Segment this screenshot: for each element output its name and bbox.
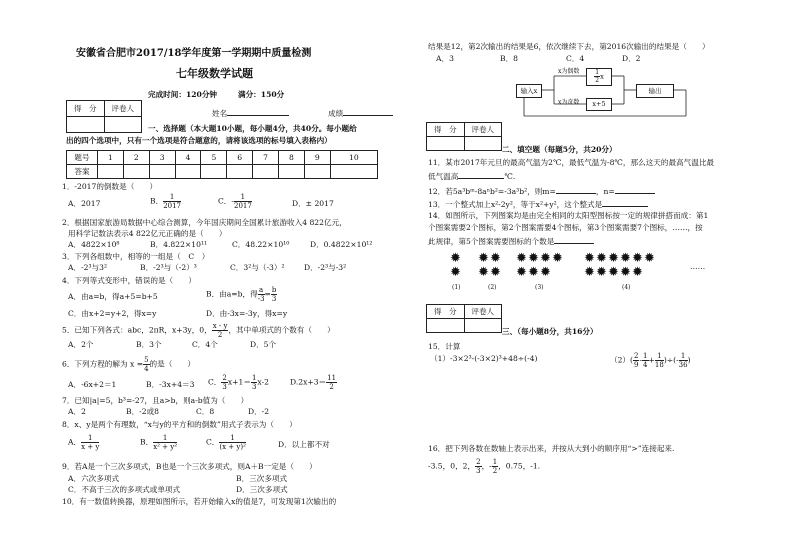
answer-cell-4[interactable] (175, 165, 201, 179)
grade-blank[interactable] (343, 107, 393, 116)
sun-icon: ✹ (632, 265, 643, 280)
flow-plus5-box: x+5 (586, 98, 612, 111)
score-box-section2 (426, 122, 502, 151)
q14-line2: 个图案需要2个图标，第2个图案需要4个图标，第3个图案需要7个图标，……，按 (428, 223, 703, 232)
answer-table (66, 150, 378, 179)
flow-half-box: $\frac{1}{2}$ x (586, 68, 612, 86)
q14-line1: 14．如图所示，下列图案均是由完全相同的太阳型图标按一定的规律拼搭而成：第1 (428, 211, 709, 220)
q15-stem: 15．计算 (428, 342, 461, 351)
q5-option-a: A．2个 (68, 340, 94, 349)
sun-icon: ✹ (478, 251, 489, 266)
q-num-1: 1 (98, 151, 124, 165)
q5-option-b: B．3个 (136, 340, 162, 349)
q2-stem-line2: 用科学记数法表示4 822亿元正确的是（ ） (68, 229, 227, 238)
q2-stem-line1: 2．根据国家旅游局数据中心综合测算，今年国庆期间全国累计旅游收入4 822亿元， (62, 218, 347, 227)
score-label: 得 分 (427, 123, 465, 137)
sun-icon: ✹ (490, 251, 501, 266)
sun-icon: ✹ (528, 251, 539, 266)
section2-title: 二、填空题（每题5分，共20分） (502, 145, 617, 154)
answer-cell-5[interactable] (201, 165, 227, 179)
q8-option-d: D．以上都不对 (278, 440, 330, 449)
q9-stem: 9．若A是一个三次多项式，B也是一个三次多项式，则A＋B一定是（ ） (62, 462, 317, 471)
q11-blank[interactable] (458, 170, 504, 179)
grader-label: 评卷人 (104, 101, 142, 117)
grader-cell[interactable] (464, 137, 502, 151)
sun-icon: ✹ (596, 265, 607, 280)
q4-option-c: C．由x+2=y+2，得x=y (68, 309, 157, 318)
q8-option-c: C． $\frac{1}{\text{(x + y)²}}$ (206, 434, 246, 451)
q-num-6: 6 (227, 151, 253, 165)
answer-cell-6[interactable] (227, 165, 253, 179)
sun-icon: ✹ (608, 251, 619, 266)
q8-option-a: A． $\frac{1}{x + y}$ (68, 434, 100, 451)
q1-stem: 1．-2017的倒数是（ ） (62, 182, 158, 191)
score-box-section3 (426, 304, 502, 333)
score-label: 得 分 (67, 101, 105, 117)
sun-icon: ✹ (596, 251, 607, 266)
sun-icon: ✹ (552, 251, 563, 266)
q-num-5: 5 (201, 151, 227, 165)
pattern-label-4: (4) (622, 284, 631, 291)
q2-option-c: C．48.22×10¹⁰ (232, 240, 290, 249)
q4-option-d: D．由-3x=-3y，得x=y (206, 309, 288, 318)
grader-cell[interactable] (464, 319, 502, 333)
q7-stem: 7．已知|a|=5，b³=-27，且a>b，则a-b值为（ ） (62, 396, 249, 405)
flow-input-box: 输入x (516, 84, 542, 98)
q2-option-b: B．4.822×10¹¹ (150, 240, 208, 249)
sun-icon: ✹ (540, 251, 551, 266)
answer-cell-8[interactable] (279, 165, 305, 179)
score-cell[interactable] (427, 137, 465, 151)
q3-stem: 3．下列各组数中，相等的一组是（ C ） (62, 252, 210, 261)
q14-blank[interactable] (554, 235, 594, 244)
exam-subtitle: 七年级数学试题 (176, 67, 253, 80)
answer-cell-10[interactable] (330, 165, 377, 179)
pattern-label-2: (2) (488, 284, 497, 291)
q13: 13．一个整式加上x²-2y²，等于x²+y²，这个整式是 (428, 198, 648, 210)
q3-option-c: C．3²与（-3）² (230, 263, 285, 272)
sun-icon: ✹ (450, 251, 461, 266)
q9-option-a: A．六次多项式 (68, 474, 120, 483)
q-num-4: 4 (175, 151, 201, 165)
q4-option-b: B．由a=b，得 $\frac{a}{-3}$ = $\frac{b}{3}$ (206, 286, 277, 303)
exam-score: 满分：150分 (238, 90, 285, 99)
q6-option-a: A．-6x+2＝1 (68, 380, 117, 389)
q10-stem: 10．有一数值转换器，原理如图所示，若开始输入x的值是7，可发现第1次输出的 (62, 497, 337, 506)
sun-icon: ✹ (528, 265, 539, 280)
q10-option-c: C．4 (566, 54, 585, 63)
answer-row-label: 答案 (67, 165, 98, 179)
grader-label: 评卷人 (464, 123, 502, 137)
q16-stem: 16．把下列各数在数轴上表示出来，并按从大到小的顺序用“>”连接起来. (428, 444, 675, 453)
sun-icon: ✹ (584, 251, 595, 266)
q7-option-b: B．-2或8 (126, 407, 159, 416)
q10-option-a: A．3 (436, 54, 454, 63)
name-label: 姓名 (212, 109, 228, 118)
q10-stem-continued: 结果是12，第2次输出的结果是6，依次继续下去，第2016次输出的结果是（ ） (428, 42, 710, 51)
sun-icon: ✹ (478, 265, 489, 280)
q4-stem: 4．下列等式变形中，错误的是（ ） (62, 276, 196, 285)
q3-option-b: B．-2³与（-2）³ (140, 263, 197, 272)
q12: 12．若5a³bᵐ-8aⁿb²=-3a³b²，则m= ，n= (428, 185, 655, 197)
q2-option-a: A．4822×10⁸ (68, 240, 120, 249)
q3-option-a: A．-2³与3² (68, 263, 107, 272)
q12-blank-n[interactable] (615, 185, 655, 194)
section3-title: 三、（每小题8分，共16分） (502, 327, 598, 336)
q15-part2: （2）( $\frac{2}{9}$ - $\frac{1}{4}$ + $\frac{1}{18}$ )÷(- $\frac{1}{36}$ ) (610, 352, 691, 369)
q3-option-d: D．-2³与-3² (304, 263, 347, 272)
q1-option-c: C．- $\frac{1}{2017}$ (218, 193, 252, 210)
score-box-left (66, 100, 142, 133)
grade-field (328, 107, 393, 119)
q11-line2: 低气温高 ℃. (428, 172, 516, 181)
grade-label: 成绩 (328, 109, 344, 118)
answer-table-row-answers (67, 165, 378, 179)
q5-option-c: C．4个 (192, 340, 218, 349)
q6-option-d: D.2x+3＝ $\frac{11}{2}$ (290, 374, 337, 391)
answer-cell-3[interactable] (149, 165, 175, 179)
q6-option-b: B．-3x+4＝3 (146, 380, 195, 389)
q-num-3: 3 (149, 151, 175, 165)
sun-icon: ✹ (540, 265, 551, 280)
q15-part1: （1）-3×2³-(-3×2)³+48÷(-4) (430, 354, 538, 363)
q8-stem: 8．x、y是两个有理数，“x与y的平方和的倒数”用式子表示为（ ） (62, 420, 297, 429)
q8-option-b: B． $\frac{1}{\text{x² + y²}}$ (140, 434, 178, 451)
exam-title: 安徽省合肥市2017/18学年度第一学期期中质量检测 (76, 48, 312, 59)
answer-cell-9[interactable] (304, 165, 330, 179)
sun-icon: ✹ (608, 265, 619, 280)
section1-instructions: 出的四个选项中，只有一个选项是符合题意的，请将该选项的标号填入表格内） (66, 136, 332, 145)
q12-blank-m[interactable] (556, 185, 596, 194)
q16-numbers: -3.5，0，2， $\frac{2}{3}$ ，- $\frac{1}{2}$ ，0.75，-1. (428, 458, 541, 475)
score-label: 得 分 (427, 305, 465, 319)
q1-option-d: D．± 2017 (292, 199, 334, 208)
sun-icon: ✹ (620, 251, 631, 266)
grader-label: 评卷人 (464, 305, 502, 319)
sun-icon: ✹ (620, 265, 631, 280)
q14-line3: 此规律，第5个图案需要图标的个数是 (428, 235, 594, 247)
name-blank[interactable] (227, 107, 289, 116)
q-num-8: 8 (279, 151, 305, 165)
score-cell[interactable] (67, 117, 105, 133)
q1-option-b: B． $\frac{1}{2017}$ (150, 193, 182, 210)
q-num-9: 9 (304, 151, 330, 165)
pattern-label-1: (1) (452, 284, 461, 291)
pattern-label-3: (3) (535, 284, 544, 291)
name-field (212, 107, 289, 119)
q7-option-d: D．-2 (248, 407, 270, 416)
flow-output-box: 输出 (636, 84, 674, 98)
answer-cell-2[interactable] (123, 165, 149, 179)
sun-icon: ✹ (516, 265, 527, 280)
flow-even-label: x为偶数 (558, 68, 580, 75)
q-num-7: 7 (253, 151, 279, 165)
flow-odd-label: x为奇数 (558, 99, 580, 106)
section1-title: 一、选择题（本大题10小题，每小题4分，共40分。每小题给 (148, 124, 357, 133)
sun-icon: ✹ (584, 265, 595, 280)
q13-blank[interactable] (602, 198, 648, 207)
q5-stem: 5．已知下列各式：abc，2πR，x+3y，0， $\frac{x - y}{2}$ ，其中单项式的个数有（ ） (62, 322, 335, 339)
q9-option-d: D．三次多项式 (236, 485, 288, 494)
q6-option-c: C． $\frac{2}{3}$ x+1＝ $\frac{1}{3}$ x-2 (208, 374, 269, 391)
sun-icon: ✹ (644, 251, 655, 266)
answer-table-row-numbers (67, 151, 378, 165)
score-cell[interactable] (427, 319, 465, 333)
q9-option-b: B．三次多项式 (236, 474, 288, 483)
exam-time: 完成时间：120分钟 (148, 90, 218, 99)
answer-cell-7[interactable] (253, 165, 279, 179)
q9-option-c: C．不高于三次的多项式或单项式 (68, 485, 181, 494)
sun-icon: ✹ (490, 265, 501, 280)
sun-icon: ✹ (516, 251, 527, 266)
q1-option-a: A．2017 (68, 199, 101, 208)
q6-stem: 6．下列方程的解为 x = $\frac{5}{4}$ 的是（ ） (62, 356, 196, 373)
q-num-2: 2 (123, 151, 149, 165)
sun-icon: ✹ (632, 251, 643, 266)
q5-option-d: D．5个 (250, 340, 277, 349)
q4-option-a: A．由a=b，得a+5=b+5 (68, 292, 158, 301)
pattern-ellipsis: …… (690, 262, 706, 271)
q2-option-d: D．0.4822×10¹² (310, 240, 373, 249)
sun-icon: ✹ (450, 265, 461, 280)
q10-option-b: B．8 (500, 54, 519, 63)
q11-line1: 11．某市2017年元旦的最高气温为2℃，最低气温为-8℃，那么这天的最高气温比最 (428, 158, 715, 167)
answer-table-header: 题号 (67, 151, 98, 165)
q7-option-c: C．8 (196, 407, 215, 416)
grader-cell[interactable] (104, 117, 142, 133)
q7-option-a: A．2 (68, 407, 86, 416)
q-num-10: 10 (330, 151, 377, 165)
q10-option-d: D．2 (622, 54, 641, 63)
answer-cell-1[interactable] (98, 165, 124, 179)
